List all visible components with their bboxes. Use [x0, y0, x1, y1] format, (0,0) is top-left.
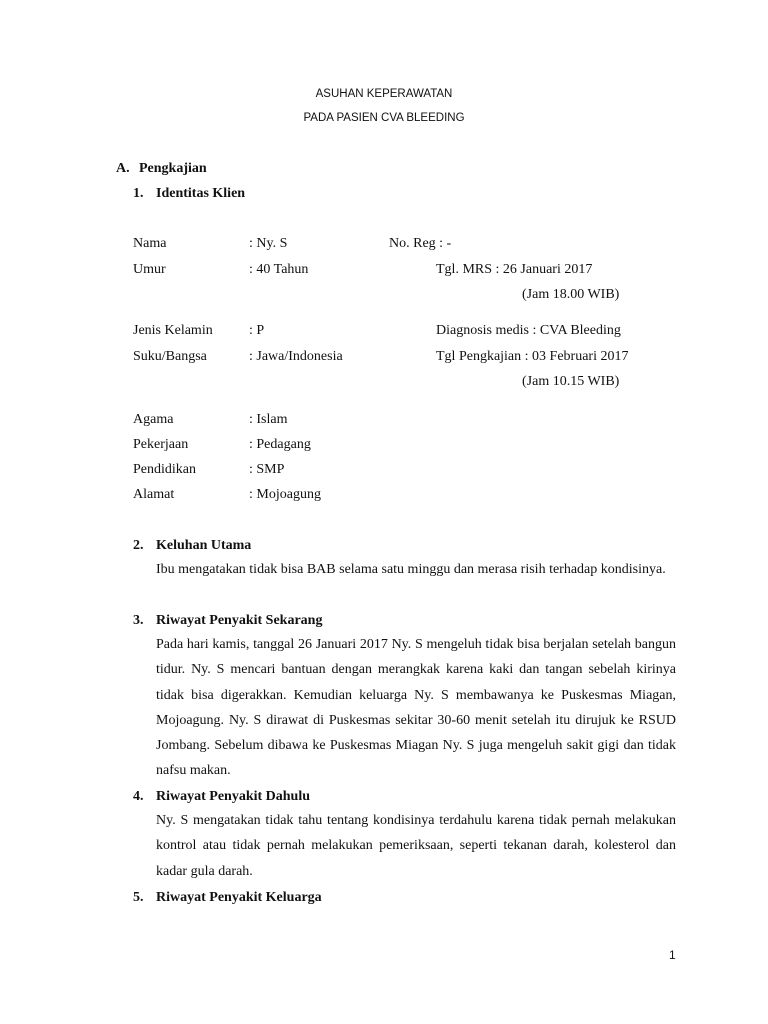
field-diagnosis: Diagnosis medis : CVA Bleeding	[436, 323, 621, 338]
document-subtitle: PADA PASIEN CVA BLEEDING	[303, 112, 465, 124]
riwayat-dahulu-paragraph: Ny. S mengatakan tidak tahu tentang kondisinya terdahulu karena tidak pernah melakukan kontrol atau tidak pernah melakukan pemeriksaan, seperti tekanan darah, kolesterol dan kadar gula darah.	[156, 813, 676, 879]
field-value-agama: : Islam	[249, 412, 288, 427]
field-label-suku: Suku/Bangsa	[133, 349, 207, 364]
field-tgl-pengkajian: Tgl Pengkajian : 03 Februari 2017	[436, 349, 629, 364]
field-label-agama: Agama	[133, 412, 174, 427]
item-number: 4.	[133, 789, 144, 804]
field-value-jenis-kelamin: : P	[249, 323, 265, 338]
field-label-pekerjaan: Pekerjaan	[133, 437, 189, 452]
item-number: 3.	[133, 613, 144, 628]
section-letter: A.	[116, 161, 130, 176]
item-number: 1.	[133, 186, 144, 201]
keluhan-paragraph: Ibu mengatakan tidak bisa BAB selama satu minggu dan merasa risih terhadap kondisinya.	[156, 562, 666, 577]
field-noreg: No. Reg : -	[389, 236, 452, 251]
item-heading: Riwayat Penyakit Keluarga	[156, 890, 322, 905]
field-jam-mrs: (Jam 18.00 WIB)	[522, 287, 620, 302]
item-heading: Riwayat Penyakit Sekarang	[156, 613, 323, 628]
item-heading: Riwayat Penyakit Dahulu	[156, 789, 311, 804]
item-heading: Keluhan Utama	[156, 538, 252, 553]
riwayat-sekarang-paragraph: Pada hari kamis, tanggal 26 Januari 2017 Ny. S mengeluh tidak bisa berjalan setelah bangun tidur. Ny. S mencari bantuan dengan merangkak karena kaki dan tangan sebelah kirinya tidak bisa digerakkan. Kemudian keluarga Ny. S membawanya ke Puskesmas Miagan, Mojoagung. Ny. S dirawat di Puskesmas sekitar 30-60 menit setelah itu dirujuk ke RSUD Jombang. Sebelum dibawa ke Puskesmas Miagan Ny. S juga mengeluh sakit gigi dan tidak nafsu makan.	[156, 637, 676, 779]
field-tgl-mrs: Tgl. MRS : 26 Januari 2017	[436, 262, 593, 277]
item-heading: Identitas Klien	[156, 186, 246, 201]
field-value-pendidikan: : SMP	[249, 462, 285, 477]
document-title: ASUHAN KEPERAWATAN	[315, 88, 453, 100]
item-number: 2.	[133, 538, 144, 553]
field-label-pendidikan: Pendidikan	[133, 462, 196, 477]
field-label-nama: Nama	[133, 236, 167, 251]
item-number: 5.	[133, 890, 144, 905]
field-label-alamat: Alamat	[133, 487, 175, 502]
field-value-umur: : 40 Tahun	[249, 262, 309, 277]
field-value-nama: : Ny. S	[249, 236, 288, 251]
field-label-umur: Umur	[133, 262, 166, 277]
field-value-alamat: : Mojoagung	[249, 487, 321, 502]
section-heading: Pengkajian	[139, 161, 207, 176]
field-value-pekerjaan: : Pedagang	[249, 437, 311, 452]
field-jam-pengkajian: (Jam 10.15 WIB)	[522, 374, 620, 389]
field-value-suku: : Jawa/Indonesia	[249, 349, 343, 364]
field-label-jenis-kelamin: Jenis Kelamin	[133, 323, 213, 338]
page-number: 1	[669, 948, 676, 962]
